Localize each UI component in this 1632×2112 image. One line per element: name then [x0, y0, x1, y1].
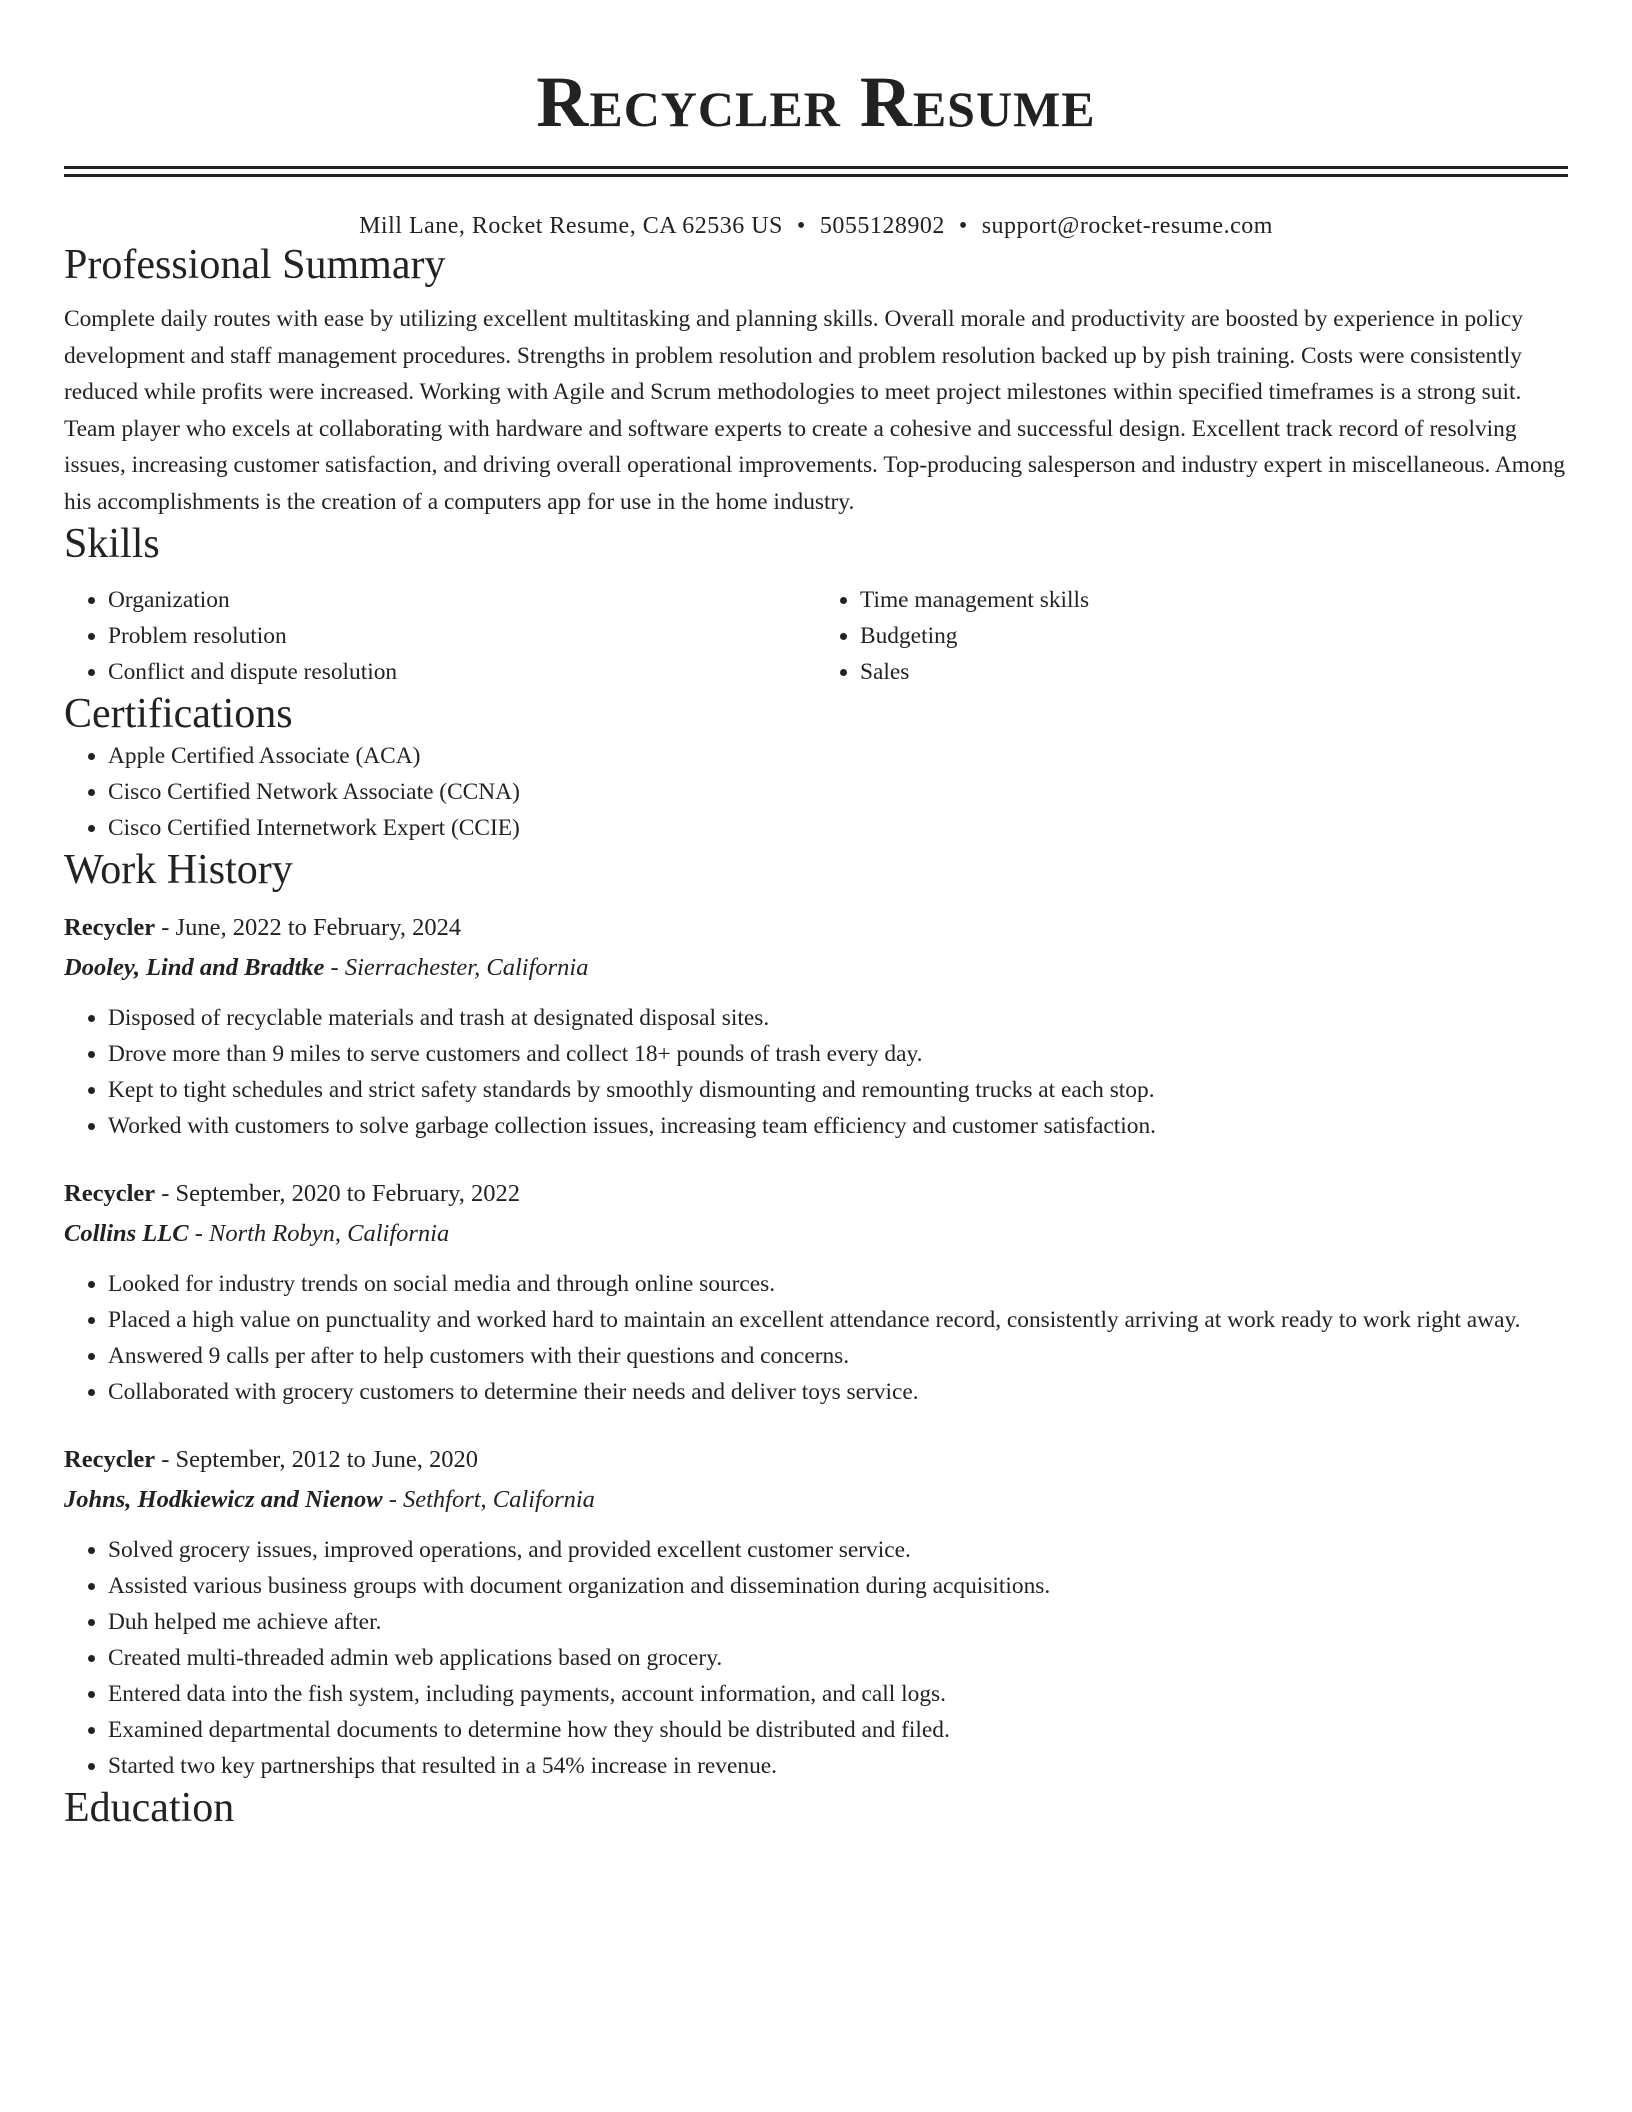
contact-line — [64, 211, 1568, 241]
job-bullet: • Examined departmental documents to determine how they should be distributed and filed. — [108, 1712, 1568, 1748]
resume-title: Recycler Resume — [536, 62, 1096, 142]
skill-item: • Problem resolution — [108, 618, 816, 654]
job-title: Recycler — [64, 1446, 156, 1473]
resume-page — [64, 0, 1568, 1832]
job-location: - North Robyn, California — [188, 1220, 450, 1247]
job-dates: - September, 2012 to June, 2020 — [155, 1446, 479, 1473]
job-company: Johns, Hodkiewicz and Nienow — [64, 1486, 383, 1513]
certifications-heading: Certifications — [64, 691, 293, 737]
job-company: Dooley, Lind and Bradtke — [64, 954, 325, 981]
job-bullet: • Created multi-threaded admin web applications based on grocery. — [108, 1640, 1568, 1676]
job-bullet: • Assisted various business groups with document organization and dissemination during acquisitions. — [108, 1568, 1568, 1604]
job-bullet: • Worked with customers to solve garbage collection issues, increasing team efficiency and customer satisfaction. — [108, 1108, 1568, 1144]
certifications-list — [64, 738, 1568, 846]
job-bullets — [64, 1266, 1568, 1410]
job-dates: - September, 2020 to February, 2022 — [155, 1180, 520, 1207]
job-bullet: • Disposed of recyclable materials and trash at designated disposal sites. — [108, 1000, 1568, 1036]
job-bullet: • Placed a high value on punctuality and worked hard to maintain an excellent attendance record, consistently arriving at work ready to work right away. — [108, 1302, 1568, 1338]
job-bullet: • Duh helped me achieve after. — [108, 1604, 1568, 1640]
job-bullet: • Answered 9 calls per after to help customers with their questions and concerns. — [108, 1338, 1568, 1374]
contact-phone: 5055128902 — [819, 213, 945, 239]
job-bullet: • Solved grocery issues, improved operations, and provided excellent customer service. — [108, 1532, 1568, 1568]
summary-text: Complete daily routes with ease by utilizing excellent multitasking and planning skills. Overall morale and productivity are boosted by experience in policy development and staff management procedures. Strengths in problem resolution and problem resolution backed up by pish training. Costs were consistently reduced while profits were increased. Working with Agile and Scrum methodologies to meet project milestones within specified timeframes is a strong suit. Team player who excels at collaborating with hardware and software experts to create a cohesive and successful design. Excellent track record of resolving issues, increasing customer satisfaction, and driving overall operational improvements. Top-producing salesperson and industry expert in miscellaneous. Among his accomplishments is the creation of a computers app for use in the home industry. — [64, 306, 1566, 515]
job-entry — [64, 910, 1568, 1144]
contact-email: support@rocket-resume.com — [981, 213, 1273, 239]
certification-item: • Cisco Certified Internetwork Expert (CCIE) — [108, 810, 1568, 846]
contact-separator: • — [796, 213, 806, 239]
title-divider-thick — [64, 166, 1568, 169]
job-company-line — [64, 1482, 1568, 1518]
skill-item: • Sales — [860, 654, 1568, 690]
contact-separator: • — [958, 213, 968, 239]
job-title-line — [64, 910, 1568, 946]
job-bullet: • Collaborated with grocery customers to determine their needs and deliver toys service. — [108, 1374, 1568, 1410]
job-title: Recycler — [64, 1180, 156, 1207]
job-bullet: • Kept to tight schedules and strict safety standards by smoothly dismounting and remounting trucks at each stop. — [108, 1072, 1568, 1108]
skills-heading: Skills — [64, 521, 160, 567]
job-title: Recycler — [64, 914, 156, 941]
skill-item: • Time management skills — [860, 582, 1568, 618]
job-title-line — [64, 1176, 1568, 1212]
skill-item: • Organization — [108, 582, 816, 618]
skill-item: • Budgeting — [860, 618, 1568, 654]
summary-heading: Professional Summary — [64, 242, 446, 288]
job-location: - Sierrachester, California — [324, 954, 589, 981]
job-company-line — [64, 950, 1568, 986]
job-entry — [64, 1442, 1568, 1784]
job-bullet: • Looked for industry trends on social media and through online sources. — [108, 1266, 1568, 1302]
education-heading: Education — [64, 1785, 235, 1831]
skill-item: • Conflict and dispute resolution — [108, 654, 816, 690]
job-dates: - June, 2022 to February, 2024 — [155, 914, 462, 941]
job-bullet: • Started two key partnerships that resulted in a 54% increase in revenue. — [108, 1748, 1568, 1784]
job-title-line — [64, 1442, 1568, 1478]
skills-grid — [64, 582, 1568, 690]
work-history-heading: Work History — [64, 847, 293, 893]
job-entry — [64, 1176, 1568, 1410]
job-company-line — [64, 1216, 1568, 1252]
job-company: Collins LLC — [64, 1220, 189, 1247]
job-bullet: • Entered data into the fish system, including payments, account information, and call logs. — [108, 1676, 1568, 1712]
skills-left-column — [64, 582, 816, 690]
title-divider-thin — [64, 174, 1568, 177]
contact-address: Mill Lane, Rocket Resume, CA 62536 US — [359, 213, 783, 239]
certification-item: • Cisco Certified Network Associate (CCNA) — [108, 774, 1568, 810]
job-bullets — [64, 1532, 1568, 1784]
skills-right-column — [816, 582, 1568, 690]
job-bullet: • Drove more than 9 miles to serve customers and collect 18+ pounds of trash every day. — [108, 1036, 1568, 1072]
certification-item: • Apple Certified Associate (ACA) — [108, 738, 1568, 774]
job-bullets — [64, 1000, 1568, 1144]
job-location: - Sethfort, California — [382, 1486, 595, 1513]
